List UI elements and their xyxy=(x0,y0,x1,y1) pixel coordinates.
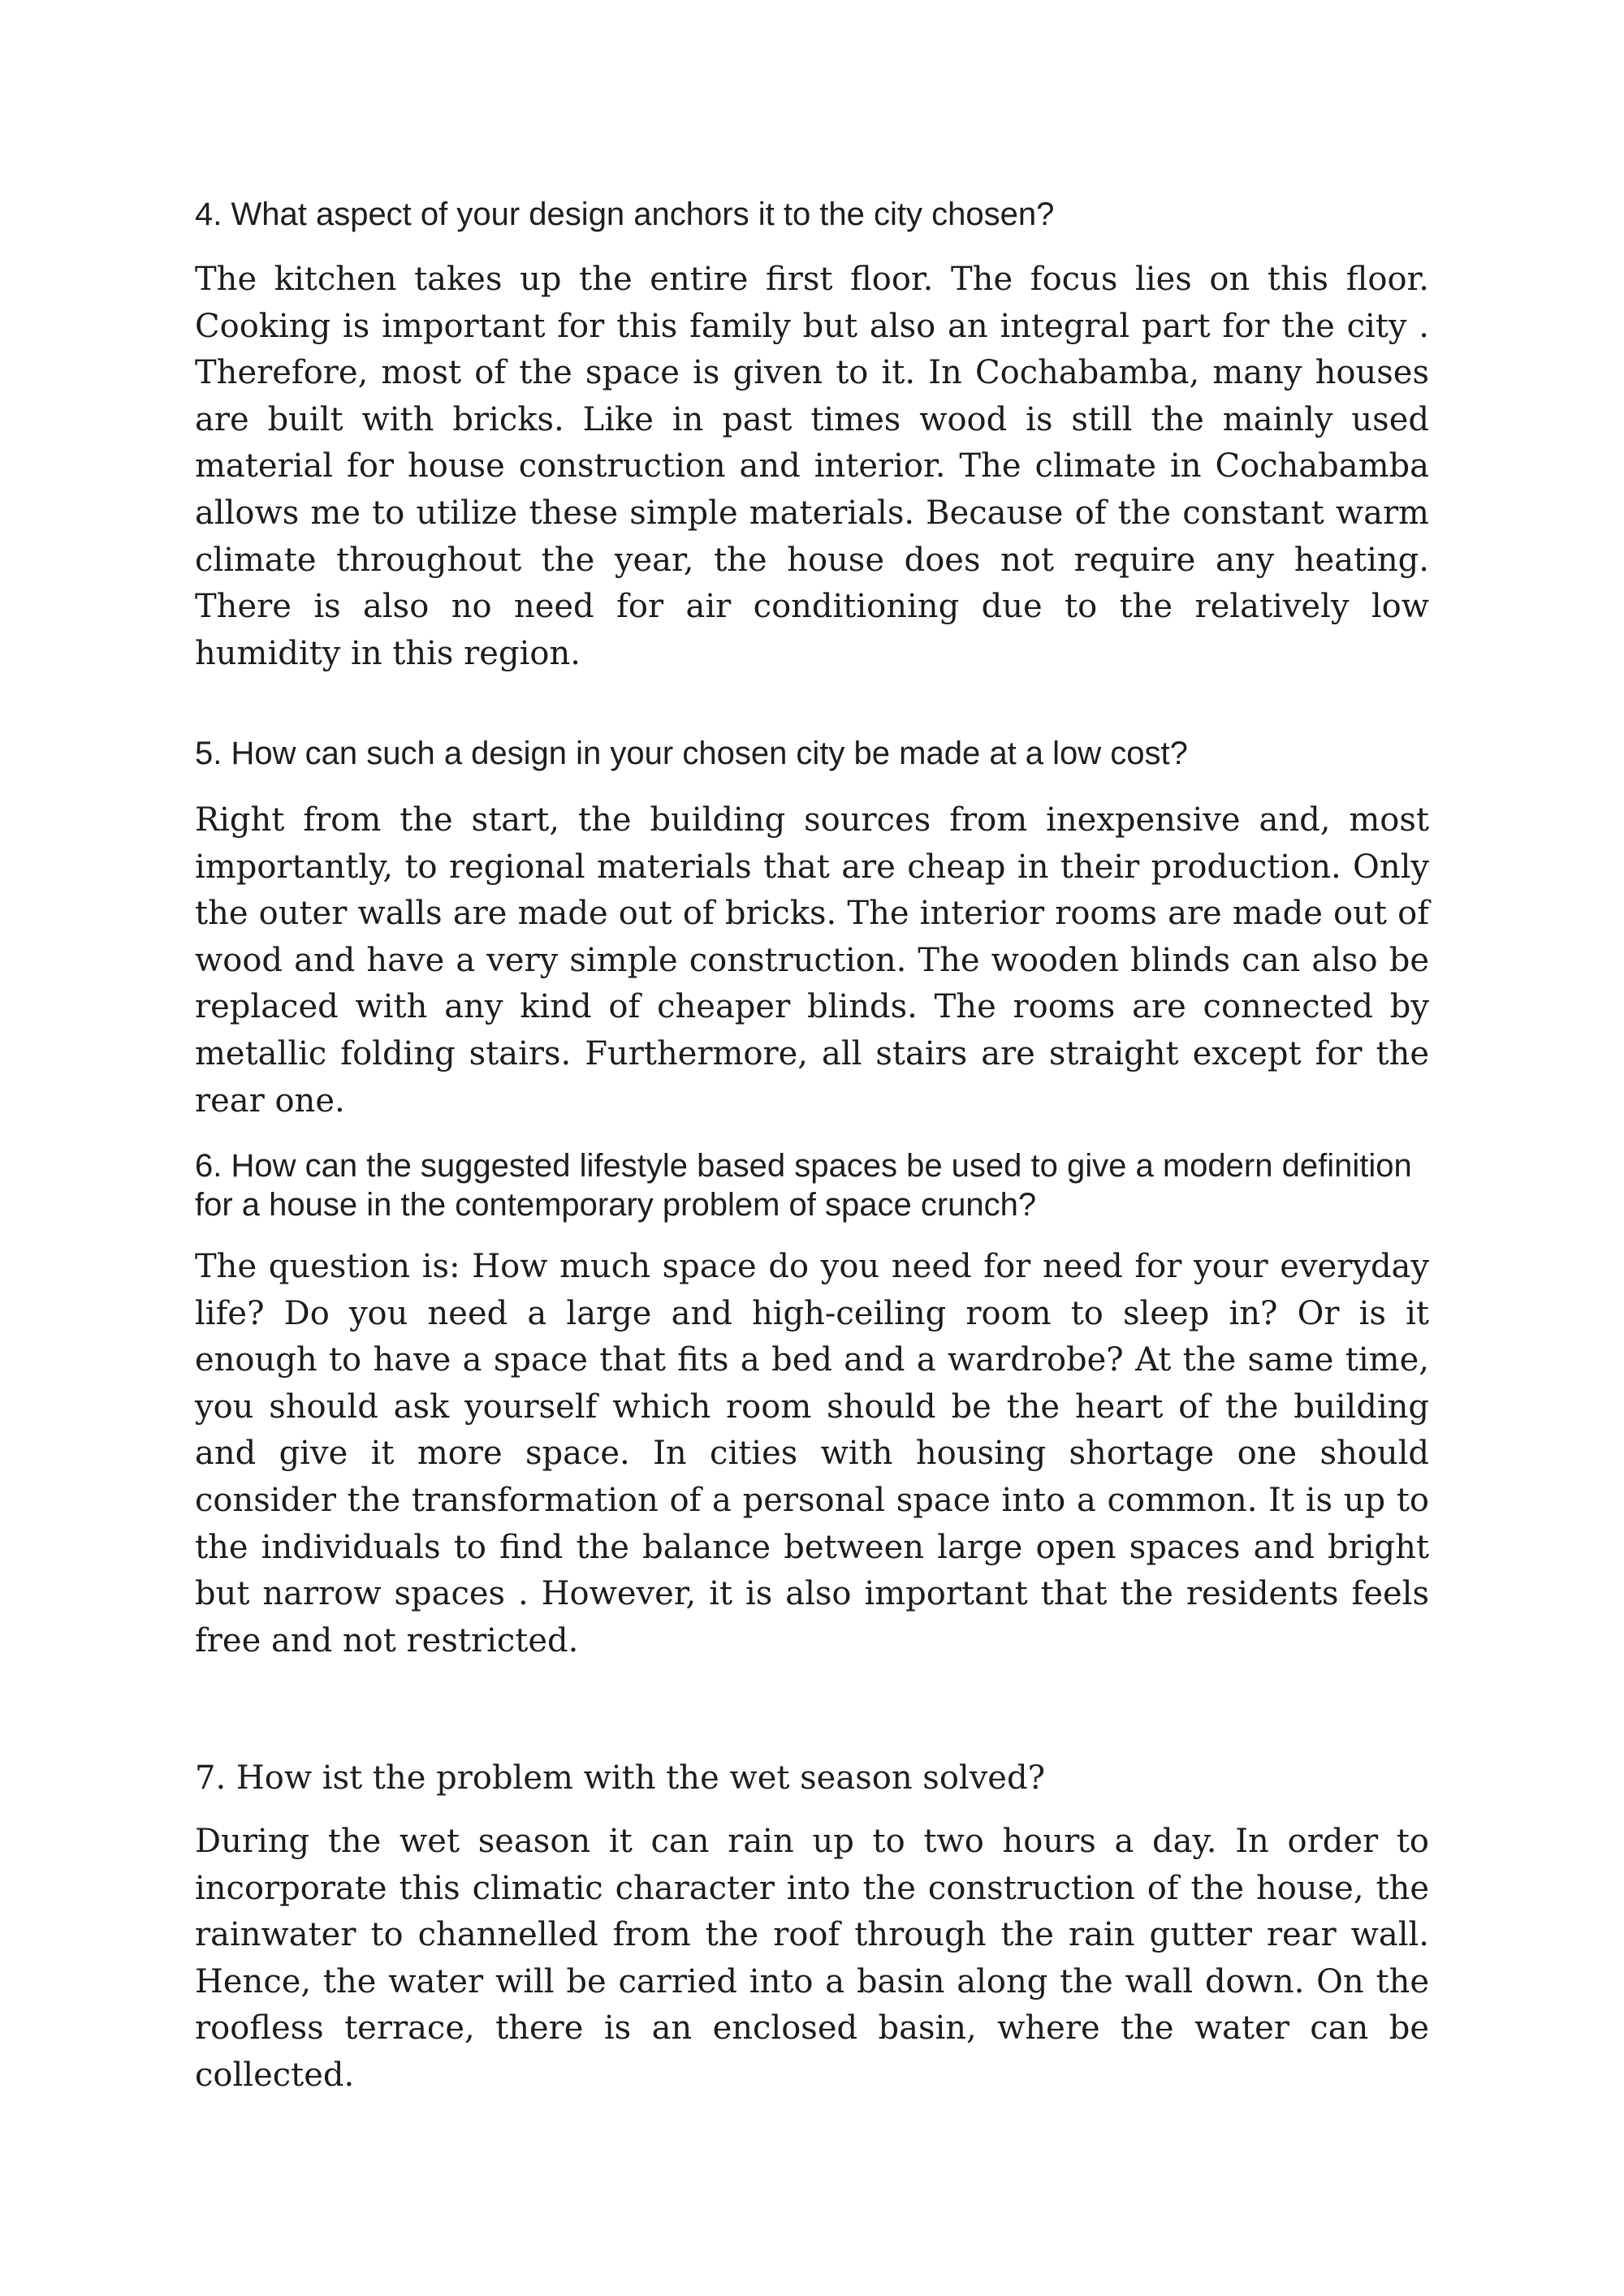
section-question-6 xyxy=(195,1146,1429,1664)
answer-5-paragraph: Right from the start, the building sources from inexpensive and, most importantly, to regional materials that are cheap in their production. Only the outer walls are made out of bricks. The interior rooms are made out of wood and have a very simple construction. The wooden blinds can also be replaced with any kind of cheaper blinds. The rooms are connected by metallic folding stairs. Furthermore, all stairs are straight except for the rear one. xyxy=(195,801,1429,1120)
answer-6-paragraph: The question is: How much space do you need for need for your everyday life? Do you need a large and high-ceiling room to sleep in? Or is it enough to have a space that fits a bed and a wardrobe? At the same time, you should ask yourself which room should be the heart of the building and give it more space. In cities with housing shortage one should consider the transformation of a personal space into a common. It is up to the individuals to find the balance between large open spaces and bright but narrow spaces . However, it is also important that the residents feels free and not restricted. xyxy=(195,1248,1429,1659)
question-5-heading: 5. How can such a design in your chosen city be made at a low cost? xyxy=(195,736,1188,771)
section-question-5 xyxy=(195,734,1429,1124)
section-question-4 xyxy=(195,195,1429,677)
question-6-line-1: 6. How can the suggested lifestyle based spaces be used to give a modern definition xyxy=(195,1148,1412,1184)
section-question-7 xyxy=(195,1759,1429,2100)
answer-7-paragraph: During the wet season it can rain up to two hours a day. In order to incorporate this climatic character into the construction of the house, the rainwater to channelled from the roof through the rain gutter rear wall. Hence, the water will be carried into a basin along the wall down. On the roofless terrace, there is an enclosed basin, where the water can be collected. xyxy=(195,1823,1429,2094)
question-7-heading: 7. How ist the problem with the wet season solved? xyxy=(195,1759,1046,1797)
question-6-line-2: for a house in the contemporary problem of space crunch? xyxy=(195,1187,1037,1223)
question-4-heading: 4. What aspect of your design anchors it to the city chosen? xyxy=(195,196,1055,232)
question-6-heading xyxy=(195,1146,1429,1224)
answer-4-paragraph: The kitchen takes up the entire first floor. The focus lies on this floor. Cooking is important for this family but also an integral part for the city . Therefore, most of the space is given to it. In Cochabamba, many houses are built with bricks. Like in past times wood is still the mainly used material for house construction and interior. The climate in Cochabamba allows me to utilize these simple materials. Because of the constant warm climate throughout the year, the house does not require any heating. There is also no need for air conditioning due to the relatively low humidity in this region. xyxy=(195,261,1429,672)
